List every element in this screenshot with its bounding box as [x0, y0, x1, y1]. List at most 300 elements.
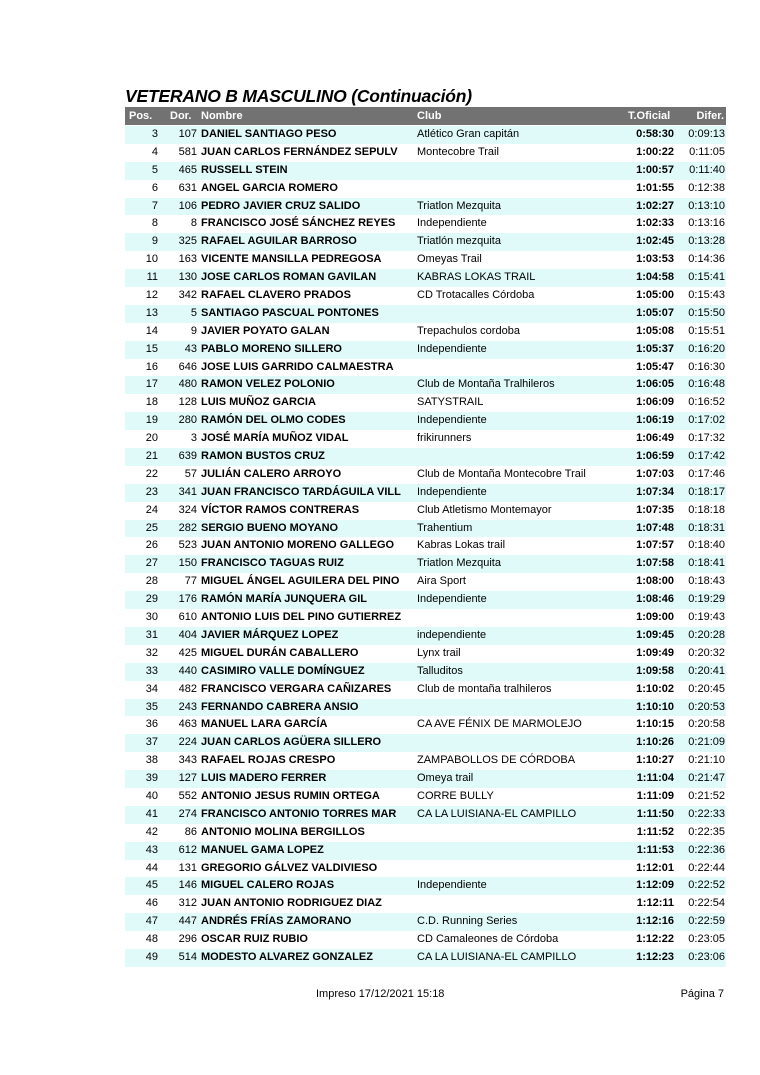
cell-diff: 0:20:53	[688, 700, 725, 713]
cell-dor: 646	[178, 360, 197, 373]
cell-dor: 440	[178, 664, 197, 677]
table-row	[125, 359, 726, 377]
cell-pos: 38	[145, 754, 158, 767]
cell-club: CA LA LUISIANA-EL CAMPILLO	[417, 807, 577, 820]
cell-club: CD Camaleones de Córdoba	[417, 933, 559, 946]
cell-club: Club de montaña tralhileros	[417, 682, 552, 695]
cell-name: SANTIAGO PASCUAL PONTONES	[201, 306, 379, 319]
cell-dor: 425	[178, 646, 197, 659]
table-row	[125, 215, 726, 233]
cell-name: JULIÁN CALERO ARROYO	[201, 467, 342, 480]
cell-name: FRANCISCO ANTONIO TORRES MAR	[201, 807, 397, 820]
cell-dor: 610	[178, 611, 197, 624]
cell-diff: 0:18:43	[688, 575, 725, 588]
cell-dor: 57	[184, 467, 197, 480]
cell-time: 1:07:35	[636, 503, 674, 516]
table-row	[125, 430, 726, 448]
cell-name: JUAN ANTONIO MORENO GALLEGO	[201, 539, 395, 552]
cell-time: 1:05:47	[636, 360, 674, 373]
cell-time: 1:00:57	[636, 163, 674, 176]
cell-club: CA LA LUISIANA-EL CAMPILLO	[417, 950, 577, 963]
cell-club: CORRE BULLY	[417, 789, 494, 802]
cell-name: MIGUEL CALERO ROJAS	[201, 879, 335, 892]
cell-time: 1:06:59	[636, 450, 674, 463]
cell-dor: 482	[178, 682, 197, 695]
cell-club: Independiente	[417, 414, 487, 427]
cell-pos: 26	[145, 539, 158, 552]
table-row	[125, 341, 726, 359]
cell-pos: 5	[151, 163, 158, 176]
cell-dor: 342	[178, 289, 197, 302]
table-row	[125, 412, 726, 430]
cell-pos: 32	[145, 646, 158, 659]
cell-time: 1:10:27	[636, 754, 674, 767]
cell-club: Trahentium	[417, 521, 473, 534]
cell-time: 1:02:45	[636, 235, 674, 248]
table-row	[125, 842, 726, 860]
cell-dor: 581	[178, 145, 197, 158]
cell-dor: 77	[184, 575, 197, 588]
cell-dor: 463	[178, 718, 197, 731]
table-row	[125, 788, 726, 806]
cell-club: Club de Montaña Montecobre Trail	[417, 467, 586, 480]
cell-time: 1:02:27	[636, 199, 674, 212]
cell-diff: 0:16:52	[688, 396, 725, 409]
cell-dor: 282	[178, 521, 197, 534]
cell-time: 1:11:52	[636, 825, 674, 838]
table-row	[125, 126, 726, 144]
cell-pos: 19	[145, 414, 158, 427]
cell-pos: 15	[145, 342, 158, 355]
cell-club: Omeya trail	[417, 772, 474, 785]
cell-dor: 131	[178, 861, 197, 874]
cell-name: FRANCISCO TAGUAS RUIZ	[201, 557, 344, 570]
cell-pos: 14	[145, 324, 158, 337]
cell-diff: 0:21:52	[688, 789, 725, 802]
cell-club: CA AVE FÉNIX DE MARMOLEJO	[417, 718, 582, 731]
cell-dor: 3	[190, 432, 197, 445]
table-row	[125, 305, 726, 323]
cell-diff: 0:11:05	[689, 145, 725, 158]
cell-club: Lynx trail	[417, 646, 461, 659]
cell-name: RAFAEL AGUILAR BARROSO	[201, 235, 357, 248]
cell-club: Atlético Gran capitán	[417, 128, 520, 140]
cell-club: Independiente	[417, 593, 487, 606]
cell-diff: 0:16:20	[688, 342, 725, 355]
table-row	[125, 233, 726, 251]
cell-dor: 325	[178, 235, 197, 248]
cell-time: 1:12:16	[636, 915, 674, 928]
cell-dor: 5	[190, 306, 197, 319]
cell-name: JUAN CARLOS AGÜERA SILLERO	[201, 736, 382, 749]
cell-diff: 0:16:48	[688, 378, 725, 391]
table-row	[125, 180, 726, 198]
cell-time: 1:06:49	[636, 432, 674, 445]
cell-time: 1:00:22	[636, 145, 674, 158]
cell-pos: 3	[151, 128, 158, 140]
table-row	[125, 770, 726, 788]
cell-dor: 639	[178, 450, 197, 463]
cell-diff: 0:22:52	[688, 879, 725, 892]
cell-time: 1:08:00	[636, 575, 674, 588]
table-row	[125, 537, 726, 555]
cell-name: JOSÉ MARÍA MUÑOZ VIDAL	[201, 432, 349, 445]
cell-diff: 0:20:45	[688, 682, 725, 695]
cell-time: 1:12:11	[636, 897, 674, 910]
page-title: VETERANO B MASCULINO (Continuación)	[125, 86, 472, 106]
cell-pos: 8	[151, 217, 158, 230]
table-row	[125, 520, 726, 538]
page-number: Página 7	[680, 988, 724, 1000]
cell-time: 1:02:33	[636, 217, 674, 230]
cell-club: Talluditos	[417, 664, 463, 677]
cell-time: 1:09:58	[636, 664, 674, 677]
cell-pos: 11	[146, 271, 158, 284]
table-row	[125, 627, 726, 645]
cell-name: RAMÓN DEL OLMO CODES	[201, 414, 346, 427]
table-row	[125, 860, 726, 878]
cell-name: DANIEL SANTIAGO PESO	[201, 128, 337, 140]
cell-dor: 86	[184, 825, 197, 838]
cell-name: JUAN FRANCISCO TARDÁGUILA VILL	[201, 485, 401, 498]
cell-pos: 18	[145, 396, 158, 409]
cell-time: 1:03:53	[636, 253, 674, 266]
cell-time: 1:07:57	[636, 539, 674, 552]
table-header	[125, 107, 726, 125]
table-row	[125, 555, 726, 573]
cell-name: VÍCTOR RAMOS CONTRERAS	[201, 503, 360, 516]
cell-dor: 127	[178, 772, 197, 785]
cell-diff: 0:09:13	[688, 128, 725, 140]
cell-diff: 0:20:58	[688, 718, 725, 731]
cell-name: ANTONIO LUIS DEL PINO GUTIERREZ	[201, 611, 402, 624]
cell-diff: 0:17:02	[688, 414, 725, 427]
cell-name: JOSE LUIS GARRIDO CALMAESTRA	[201, 360, 394, 373]
table-row	[125, 466, 726, 484]
cell-time: 1:12:23	[636, 950, 674, 963]
cell-time: 1:08:46	[636, 593, 674, 606]
cell-dor: 341	[178, 485, 197, 498]
cell-pos: 37	[145, 736, 158, 749]
table-row	[125, 287, 726, 305]
cell-club: Omeyas Trail	[417, 253, 482, 266]
cell-diff: 0:15:41	[688, 271, 725, 284]
table-row	[125, 376, 726, 394]
cell-diff: 0:18:31	[688, 521, 725, 534]
cell-pos: 44	[145, 861, 158, 874]
cell-time: 1:12:09	[636, 879, 674, 892]
cell-pos: 29	[145, 593, 158, 606]
cell-dor: 480	[178, 378, 197, 391]
cell-pos: 34	[145, 682, 158, 695]
table-row	[125, 609, 726, 627]
cell-dor: 106	[178, 199, 197, 212]
cell-dor: 280	[178, 414, 197, 427]
cell-pos: 49	[145, 950, 158, 963]
cell-dor: 163	[178, 253, 197, 266]
cell-time: 1:10:10	[636, 700, 674, 713]
cell-pos: 40	[145, 789, 158, 802]
cell-pos: 25	[145, 521, 158, 534]
cell-diff: 0:17:32	[688, 432, 725, 445]
table-row	[125, 198, 726, 216]
cell-diff: 0:22:36	[688, 843, 725, 856]
cell-pos: 48	[145, 933, 158, 946]
cell-dor: 324	[178, 503, 197, 516]
cell-name: LUIS MUÑOZ GARCIA	[201, 396, 316, 409]
table-row	[125, 681, 726, 699]
cell-time: 1:07:58	[636, 557, 674, 570]
cell-time: 1:06:19	[636, 414, 674, 427]
cell-time: 0:58:30	[636, 128, 674, 140]
cell-diff: 0:21:47	[688, 772, 725, 785]
cell-dor: 343	[178, 754, 197, 767]
cell-diff: 0:13:28	[688, 235, 725, 248]
cell-name: OSCAR RUIZ RUBIO	[201, 933, 308, 946]
cell-time: 1:05:37	[636, 342, 674, 355]
cell-name: PABLO MORENO SILLERO	[201, 342, 342, 355]
cell-diff: 0:14:36	[688, 253, 725, 266]
cell-club: Triatlón mezquita	[417, 235, 501, 248]
column-header-time: T.Oficial	[628, 110, 671, 122]
cell-time: 1:06:05	[636, 378, 674, 391]
table-row	[125, 251, 726, 269]
cell-pos: 23	[145, 485, 158, 498]
cell-time: 1:05:07	[636, 306, 674, 319]
cell-pos: 43	[145, 843, 158, 856]
cell-diff: 0:19:43	[688, 611, 725, 624]
cell-pos: 28	[145, 575, 158, 588]
cell-diff: 0:19:29	[688, 593, 725, 606]
cell-dor: 176	[178, 593, 197, 606]
table-row	[125, 573, 726, 591]
cell-name: FERNANDO CABRERA ANSIO	[201, 700, 359, 713]
cell-dor: 312	[178, 897, 197, 910]
table-row	[125, 806, 726, 824]
cell-club: C.D. Running Series	[417, 915, 518, 928]
cell-club: independiente	[417, 628, 487, 641]
cell-dor: 552	[178, 789, 197, 802]
column-header-club: Club	[417, 110, 442, 122]
results-table	[125, 126, 726, 967]
cell-diff: 0:23:06	[688, 950, 725, 963]
table-row	[125, 502, 726, 520]
table-row	[125, 716, 726, 734]
cell-club: Triatlon Mezquita	[417, 199, 501, 212]
cell-club: KABRAS LOKAS TRAIL	[417, 271, 536, 284]
cell-club: Club de Montaña Tralhileros	[417, 378, 555, 391]
cell-dor: 107	[178, 128, 197, 140]
cell-dor: 447	[178, 915, 197, 928]
cell-club: Kabras Lokas trail	[417, 539, 506, 552]
cell-pos: 39	[145, 772, 158, 785]
cell-time: 1:06:09	[636, 396, 674, 409]
cell-diff: 0:17:46	[688, 467, 725, 480]
table-row	[125, 591, 726, 609]
cell-time: 1:10:26	[636, 736, 674, 749]
cell-time: 1:09:49	[636, 646, 674, 659]
cell-dor: 146	[178, 879, 197, 892]
table-row	[125, 824, 726, 842]
cell-pos: 13	[145, 306, 158, 319]
cell-name: ANTONIO MOLINA BERGILLOS	[201, 825, 365, 838]
cell-pos: 36	[145, 718, 158, 731]
cell-time: 1:09:00	[636, 611, 674, 624]
cell-name: ANTONIO JESUS RUMIN ORTEGA	[201, 789, 380, 802]
cell-name: MANUEL GAMA LOPEZ	[201, 843, 324, 856]
cell-diff: 0:21:10	[688, 754, 725, 767]
cell-diff: 0:13:10	[688, 199, 725, 212]
cell-diff: 0:18:40	[688, 539, 725, 552]
cell-pos: 20	[145, 432, 158, 445]
cell-diff: 0:21:09	[688, 736, 725, 749]
table-row	[125, 895, 726, 913]
cell-name: JAVIER MÁRQUEZ LOPEZ	[201, 628, 339, 641]
cell-time: 1:09:45	[636, 628, 674, 641]
cell-dor: 150	[178, 557, 197, 570]
cell-diff: 0:20:28	[688, 628, 725, 641]
cell-diff: 0:22:33	[688, 807, 725, 820]
table-row	[125, 484, 726, 502]
cell-pos: 6	[151, 181, 158, 194]
cell-time: 1:07:34	[636, 485, 674, 498]
table-row	[125, 663, 726, 681]
cell-time: 1:01:55	[636, 181, 674, 194]
cell-time: 1:04:58	[636, 271, 674, 284]
cell-time: 1:11:50	[636, 807, 674, 820]
cell-time: 1:12:22	[636, 933, 674, 946]
cell-name: GREGORIO GÁLVEZ VALDIVIESO	[201, 861, 378, 874]
cell-name: FRANCISCO VERGARA CAÑIZARES	[201, 682, 392, 695]
cell-name: JUAN ANTONIO RODRIGUEZ DIAZ	[201, 897, 382, 910]
cell-dor: 612	[178, 843, 197, 856]
cell-club: Independiente	[417, 217, 487, 230]
cell-dor: 274	[178, 807, 197, 820]
cell-diff: 0:23:05	[688, 933, 725, 946]
cell-name: VICENTE MANSILLA PEDREGOSA	[201, 253, 382, 266]
cell-pos: 45	[145, 879, 158, 892]
table-row	[125, 931, 726, 949]
cell-name: MODESTO ALVAREZ GONZALEZ	[201, 950, 373, 963]
cell-dor: 130	[178, 271, 197, 284]
cell-name: RAMON VELEZ POLONIO	[201, 378, 335, 391]
cell-time: 1:10:02	[636, 682, 674, 695]
table-row	[125, 144, 726, 162]
cell-name: RAMÓN MARÍA JUNQUERA GIL	[201, 593, 368, 606]
cell-dor: 296	[178, 933, 197, 946]
cell-pos: 33	[145, 664, 158, 677]
cell-name: RAMON BUSTOS CRUZ	[201, 450, 325, 463]
cell-diff: 0:15:51	[688, 324, 725, 337]
cell-name: RUSSELL STEIN	[201, 163, 288, 176]
cell-diff: 0:22:54	[688, 897, 725, 910]
table-row	[125, 645, 726, 663]
cell-pos: 16	[145, 360, 158, 373]
cell-diff: 0:16:30	[688, 360, 725, 373]
cell-club: Independiente	[417, 879, 487, 892]
cell-name: MIGUEL DURÁN CABALLERO	[201, 646, 359, 659]
table-row	[125, 699, 726, 717]
cell-name: RAFAEL CLAVERO PRADOS	[201, 289, 351, 302]
cell-time: 1:11:04	[636, 772, 674, 785]
cell-pos: 31	[145, 628, 158, 641]
cell-diff: 0:15:43	[688, 289, 725, 302]
cell-pos: 4	[151, 145, 158, 158]
cell-name: JOSE CARLOS ROMAN GAVILAN	[201, 271, 377, 284]
cell-club: Triatlon Mezquita	[417, 557, 501, 570]
cell-name: SERGIO BUENO MOYANO	[201, 521, 339, 534]
cell-dor: 631	[178, 181, 197, 194]
cell-club: SATYSTRAIL	[417, 396, 484, 409]
table-row	[125, 949, 726, 967]
cell-dor: 9	[190, 324, 197, 337]
cell-club: Independiente	[417, 485, 487, 498]
cell-time: 1:05:00	[636, 289, 674, 302]
cell-dor: 224	[178, 736, 197, 749]
cell-name: MANUEL LARA GARCÍA	[201, 718, 328, 731]
cell-diff: 0:18:41	[688, 557, 725, 570]
print-date: Impreso 17/12/2021 15:18	[316, 988, 445, 1000]
cell-pos: 30	[145, 611, 158, 624]
cell-dor: 514	[178, 950, 197, 963]
cell-name: LUIS MADERO FERRER	[201, 772, 327, 785]
cell-time: 1:10:15	[636, 718, 674, 731]
cell-pos: 46	[145, 897, 158, 910]
cell-name: JUAN CARLOS FERNÁNDEZ SEPULV	[201, 145, 398, 158]
cell-diff: 0:18:17	[688, 485, 725, 498]
cell-club: CD Trotacalles Córdoba	[417, 289, 535, 302]
cell-dor: 523	[178, 539, 197, 552]
cell-diff: 0:15:50	[688, 306, 725, 319]
cell-name: CASIMIRO VALLE DOMÍNGUEZ	[201, 664, 365, 677]
cell-time: 1:11:53	[636, 843, 674, 856]
cell-dor: 243	[178, 700, 197, 713]
table-row	[125, 734, 726, 752]
cell-club: frikirunners	[417, 432, 472, 445]
cell-pos: 9	[151, 235, 158, 248]
cell-pos: 7	[151, 199, 158, 212]
cell-dor: 128	[178, 396, 197, 409]
cell-time: 1:12:01	[636, 861, 674, 874]
cell-pos: 24	[145, 503, 158, 516]
cell-dor: 43	[184, 342, 197, 355]
cell-diff: 0:22:44	[688, 861, 725, 874]
column-header-pos: Pos.	[129, 110, 153, 122]
cell-diff: 0:20:41	[688, 664, 725, 677]
cell-club: ZAMPABOLLOS DE CÓRDOBA	[417, 754, 576, 767]
cell-pos: 41	[145, 807, 158, 820]
table-row	[125, 394, 726, 412]
table-row	[125, 877, 726, 895]
cell-pos: 27	[145, 557, 158, 570]
cell-club: Club Atletismo Montemayor	[417, 503, 552, 516]
table-row	[125, 162, 726, 180]
cell-dor: 8	[190, 217, 197, 230]
cell-name: ANDRÉS FRÍAS ZAMORANO	[201, 915, 352, 928]
cell-time: 1:11:09	[636, 789, 674, 802]
column-header-name: Nombre	[201, 110, 243, 122]
cell-club: Aira Sport	[417, 575, 466, 588]
cell-pos: 47	[145, 915, 158, 928]
table-row	[125, 752, 726, 770]
column-header-diff: Difer.	[696, 110, 724, 122]
cell-pos: 42	[145, 825, 158, 838]
table-row	[125, 913, 726, 931]
cell-dor: 465	[178, 163, 197, 176]
table-row	[125, 269, 726, 287]
cell-pos: 17	[145, 378, 158, 391]
cell-diff: 0:13:16	[688, 217, 725, 230]
